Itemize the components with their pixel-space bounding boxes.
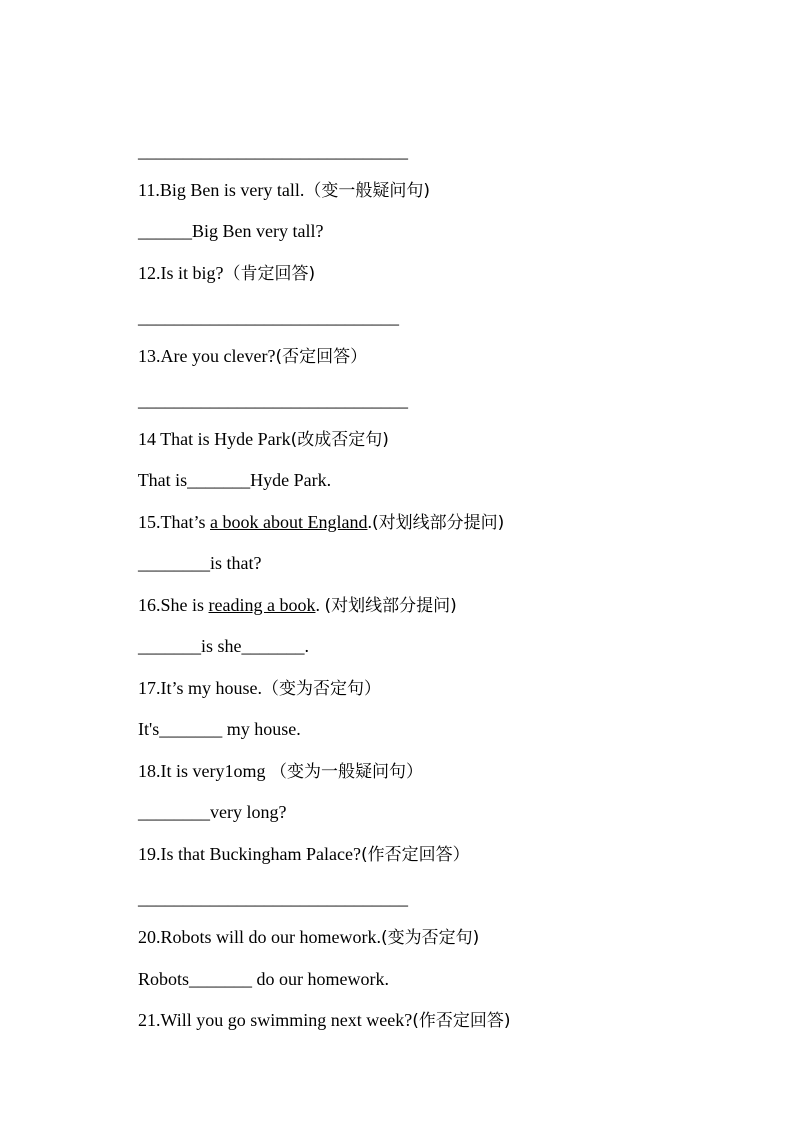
question-text: 20.Robots will do our homework. [138, 927, 381, 947]
instruction-note: (变为否定句) [381, 928, 480, 948]
instruction-note: (对划线部分提问) [371, 513, 505, 533]
question-text-end: . [367, 512, 372, 532]
underlined-phrase: reading a book [208, 595, 316, 615]
instruction-note: （变为否定句） [262, 679, 381, 699]
fill-in-text: _______is she_______. [138, 636, 309, 656]
question-text: 15.That’s [138, 512, 210, 532]
fill-in-text: Robots_______ do our homework. [138, 969, 389, 989]
question-text: 21.Will you go swimming next week? [138, 1010, 413, 1030]
instruction-note: (改成否定句) [290, 430, 389, 450]
question-text: 13.Are you clever? [138, 346, 276, 366]
instruction-note: (作否定回答） [360, 845, 470, 865]
underlined-phrase: a book about England [210, 512, 368, 532]
blank-line: ______________________________ [138, 888, 408, 908]
fill-in-text: ________is that? [138, 553, 262, 573]
question-text-end: . [315, 595, 325, 615]
question-text: 18.It is very1omg [138, 761, 270, 781]
question-21 [120, 987, 511, 1054]
question-text: 19.Is that Buckingham Palace? [138, 844, 361, 864]
instruction-note: （变一般疑问句) [304, 181, 430, 201]
fill-in-text: That is_______Hyde Park. [137, 470, 332, 490]
fill-in-text: ________very long? [138, 802, 287, 822]
question-text: 12.Is it big? [138, 263, 224, 283]
question-text: 16.She is [138, 595, 209, 615]
fill-in-text: It's_______ my house. [138, 719, 301, 739]
instruction-note: （肯定回答) [223, 264, 316, 284]
instruction-note: (作否定回答) [412, 1011, 511, 1031]
instruction-note: (对划线部分提问) [324, 596, 457, 616]
question-text: 11.Big Ben is very tall. [138, 180, 305, 200]
blank-line: _____________________________ [138, 307, 399, 327]
instruction-note: (否定回答） [275, 347, 368, 367]
fill-in-text: ______Big Ben very tall? [138, 221, 324, 241]
blank-line: ______________________________ [138, 390, 408, 410]
instruction-note: （变为一般疑问句） [270, 762, 423, 782]
question-text: 17.It’s my house. [138, 678, 262, 698]
question-text: 14 That is Hyde Park [138, 429, 291, 449]
blank-line: ______________________________ [138, 141, 408, 161]
